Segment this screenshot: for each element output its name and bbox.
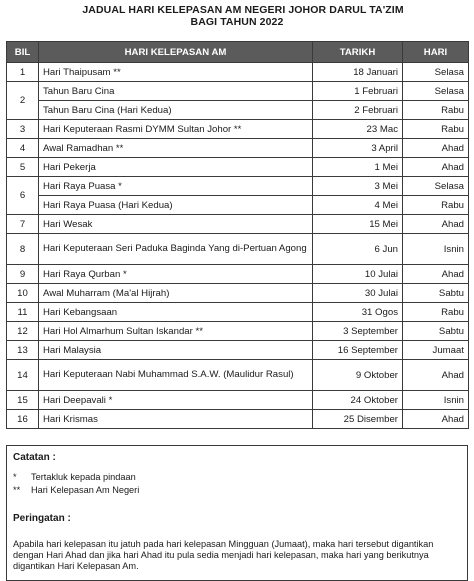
row-number: 1	[7, 63, 39, 82]
holiday-day: Isnin	[403, 234, 469, 265]
holiday-date: 3 September	[313, 322, 403, 341]
table-row	[7, 196, 469, 215]
holiday-name: Awal Ramadhan **	[39, 139, 313, 158]
holiday-name: Hari Raya Puasa *	[39, 177, 313, 196]
holiday-name: Hari Keputeraan Seri Paduka Baginda Yang di-Pertuan Agong	[39, 234, 313, 265]
catatan-text: Hari Kelepasan Am Negeri	[31, 485, 140, 495]
holiday-day: Ahad	[403, 360, 469, 391]
holiday-date: 6 Jun	[313, 234, 403, 265]
table-row	[7, 284, 469, 303]
holiday-day: Selasa	[403, 177, 469, 196]
catatan-mark: *	[13, 472, 17, 482]
holiday-date: 3 April	[313, 139, 403, 158]
holiday-date: 16 September	[313, 341, 403, 360]
table-row	[7, 82, 469, 101]
document-title	[6, 4, 468, 28]
header-hari-kelepasan-am: HARI KELEPASAN AM	[39, 42, 313, 63]
catatan-text: Tertakluk kepada pindaan	[31, 472, 136, 482]
holiday-name: Hari Raya Qurban *	[39, 265, 313, 284]
row-number: 13	[7, 341, 39, 360]
notes-box	[6, 445, 468, 581]
catatan-mark: **	[13, 485, 21, 495]
holiday-name: Hari Hol Almarhum Sultan Iskandar **	[39, 322, 313, 341]
row-number: 5	[7, 158, 39, 177]
table-row	[7, 265, 469, 284]
holiday-name: Tahun Baru Cina	[39, 82, 313, 101]
holiday-day: Rabu	[403, 101, 469, 120]
row-number: 15	[7, 391, 39, 410]
holiday-day: Ahad	[403, 139, 469, 158]
table-row	[7, 322, 469, 341]
holiday-table	[6, 41, 469, 429]
holiday-name: Hari Krismas	[39, 410, 313, 429]
table-row	[7, 215, 469, 234]
holiday-day: Sabtu	[403, 322, 469, 341]
holiday-name: Hari Pekerja	[39, 158, 313, 177]
holiday-date: 15 Mei	[313, 215, 403, 234]
table-row	[7, 101, 469, 120]
holiday-date: 2 Februari	[313, 101, 403, 120]
holiday-name: Hari Deepavali *	[39, 391, 313, 410]
holiday-day: Jumaat	[403, 341, 469, 360]
row-number: 8	[7, 234, 39, 265]
row-number: 7	[7, 215, 39, 234]
table-row	[7, 120, 469, 139]
holiday-date: 9 Oktober	[313, 360, 403, 391]
row-number: 3	[7, 120, 39, 139]
peringatan-heading: Peringatan :	[13, 513, 71, 524]
holiday-day: Rabu	[403, 120, 469, 139]
row-number: 14	[7, 360, 39, 391]
holiday-name: Hari Keputeraan Rasmi DYMM Sultan Johor **	[39, 120, 313, 139]
row-number: 4	[7, 139, 39, 158]
holiday-day: Selasa	[403, 63, 469, 82]
table-row	[7, 303, 469, 322]
header-hari: HARI	[403, 42, 469, 63]
row-number: 11	[7, 303, 39, 322]
holiday-date: 10 Julai	[313, 265, 403, 284]
holiday-name: Hari Keputeraan Nabi Muhammad S.A.W. (Maulidur Rasul)	[39, 360, 313, 391]
table-row	[7, 410, 469, 429]
catatan-item	[13, 485, 139, 497]
catatan-item	[13, 472, 136, 484]
holiday-name: Tahun Baru Cina (Hari Kedua)	[39, 101, 313, 120]
holiday-date: 3 Mei	[313, 177, 403, 196]
holiday-date: 31 Ogos	[313, 303, 403, 322]
table-row	[7, 177, 469, 196]
holiday-name: Hari Raya Puasa (Hari Kedua)	[39, 196, 313, 215]
holiday-day: Ahad	[403, 265, 469, 284]
holiday-day: Sabtu	[403, 284, 469, 303]
holiday-day: Rabu	[403, 196, 469, 215]
holiday-date: 25 Disember	[313, 410, 403, 429]
holiday-date: 24 Oktober	[313, 391, 403, 410]
row-number: 16	[7, 410, 39, 429]
holiday-date: 1 Mei	[313, 158, 403, 177]
holiday-date: 1 Februari	[313, 82, 403, 101]
table-row	[7, 139, 469, 158]
table-row	[7, 63, 469, 82]
catatan-heading: Catatan :	[13, 452, 56, 463]
table-row	[7, 360, 469, 391]
table-row	[7, 391, 469, 410]
holiday-date: 4 Mei	[313, 196, 403, 215]
header-bil: BIL	[7, 42, 39, 63]
holiday-name: Hari Kebangsaan	[39, 303, 313, 322]
row-number: 9	[7, 265, 39, 284]
peringatan-text: Apabila hari kelepasan itu jatuh pada hari kelepasan Mingguan (Jumaat), maka hari tersebut digantikan dengan Hari Ahad dan jika hari Ahad itu pula sedia menjadi hari kelepasan, maka hari yang berikutnya digantikan Hari Kelepasan Am.	[13, 539, 434, 572]
document-page	[6, 4, 468, 572]
holiday-day: Ahad	[403, 158, 469, 177]
holiday-day: Selasa	[403, 82, 469, 101]
holiday-day: Ahad	[403, 410, 469, 429]
table-header-row	[7, 42, 469, 63]
title-line-1: JADUAL HARI KELEPASAN AM NEGERI JOHOR DARUL TA'ZIM	[82, 4, 404, 16]
table-row	[7, 234, 469, 265]
holiday-date: 30 Julai	[313, 284, 403, 303]
row-number: 12	[7, 322, 39, 341]
table-row	[7, 158, 469, 177]
row-number: 6	[7, 177, 39, 215]
holiday-day: Isnin	[403, 391, 469, 410]
holiday-name: Hari Malaysia	[39, 341, 313, 360]
row-number: 2	[7, 82, 39, 120]
holiday-day: Rabu	[403, 303, 469, 322]
holiday-name: Hari Thaipusam **	[39, 63, 313, 82]
table-row	[7, 341, 469, 360]
holiday-date: 18 Januari	[313, 63, 403, 82]
holiday-date: 23 Mac	[313, 120, 403, 139]
title-line-2: BAGI TAHUN 2022	[190, 16, 284, 28]
row-number: 10	[7, 284, 39, 303]
header-tarikh: TARIKH	[313, 42, 403, 63]
holiday-name: Awal Muharram (Ma'al Hijrah)	[39, 284, 313, 303]
holiday-name: Hari Wesak	[39, 215, 313, 234]
holiday-day: Ahad	[403, 215, 469, 234]
